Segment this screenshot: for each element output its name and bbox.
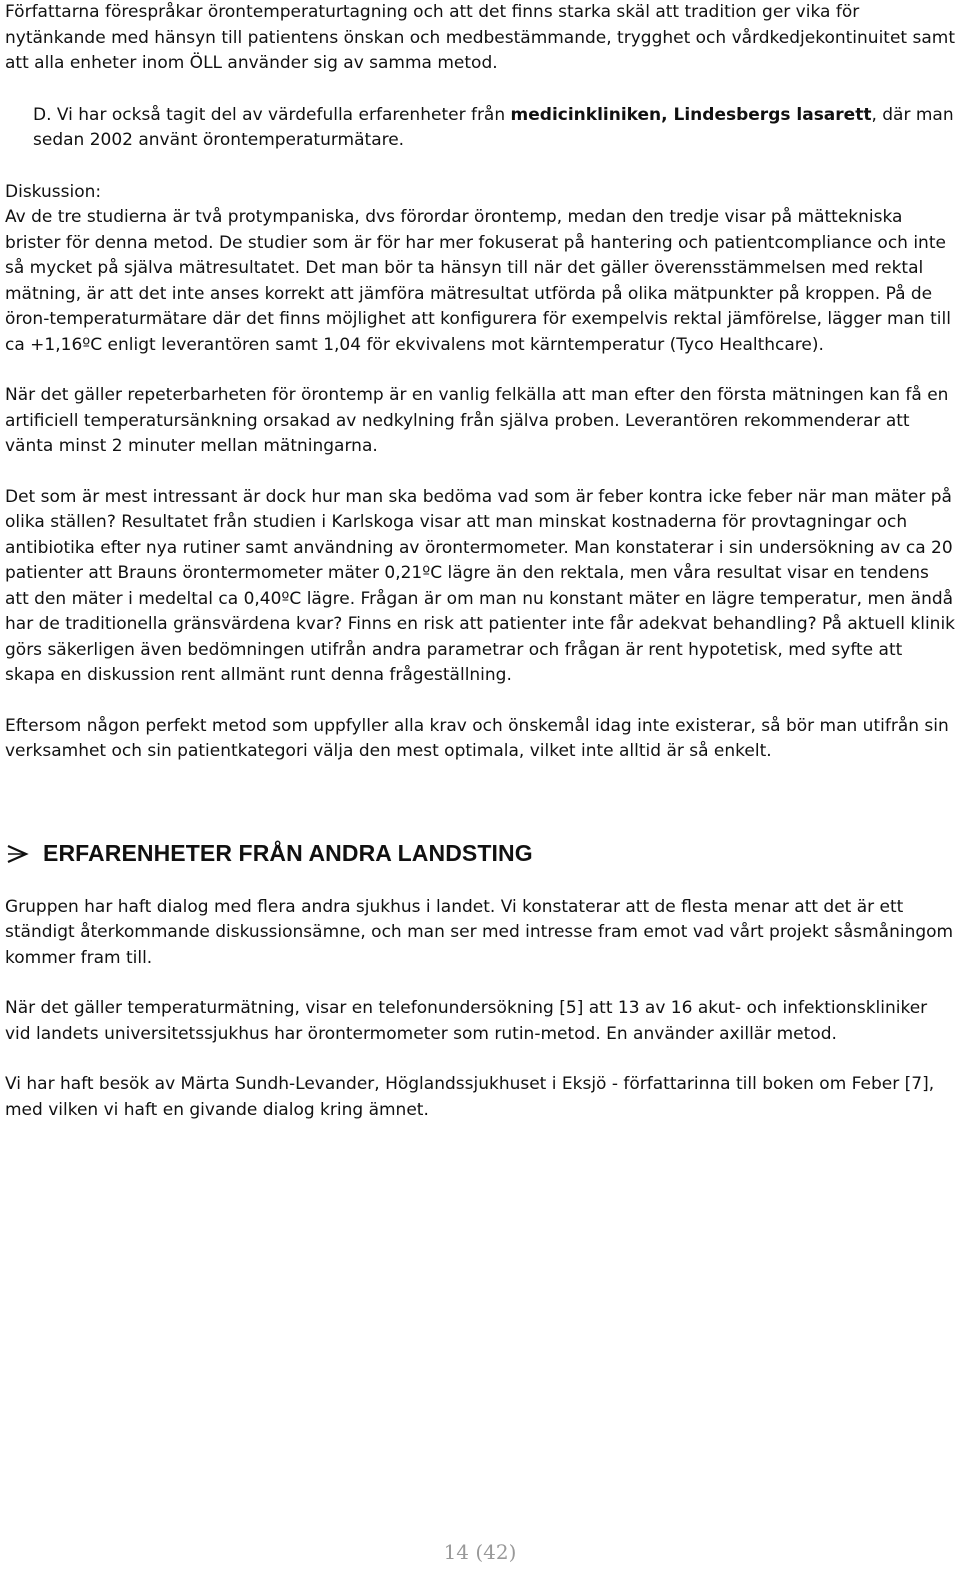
page-number: 14 (42): [443, 1540, 517, 1564]
discussion-paragraph-2: När det gäller repeterbarheten för örontemp är en vanlig felkälla att man efter den första mätningen kan få en artificiell temperatursänkning orsakad av nedkylning från själva proben. Leverantören rekommenderar att vänta minst 2 minuter mellan mätningarna.: [5, 385, 949, 456]
discussion-paragraph-1: Av de tre studierna är två protympaniska, dvs förordar örontemp, medan den tredje visar på mättekniska brister för denna metod. De studier som är för har mer fokuserat på hantering och patientcompliance och inte så mycket på själva mätresultatet. Det man bör ta hänsyn till när det gäller överensstämmelsen med rektal mätning, är att det inte anses korrekt att jämföra mätresultat utförda på olika mätpunkter på kroppen. På de öron-temperaturmätare där det finns möjlighet att konfigurera för exempelvis rektal jämförelse, lägger man till ca +1,16ºC enligt leverantören samt 1,04 för ekvivalens mot kärntemperatur (Tyco Healthcare).: [5, 207, 951, 355]
discussion-paragraph-3: Det som är mest intressant är dock hur man ska bedöma vad som är feber kontra icke feber när man mäter på olika ställen? Resultatet från studien i Karlskoga visar att man minskat kostnaderna för provtagningar och antibiotika efter nya rutiner samt användning av örontermometer. Man konstaterar i sin undersökning av ca 20 patienter att Brauns örontermometer mäter 0,21ºC lägre än den rektala, men våra resultat visar en tendens att den mäter i medeltal ca 0,40ºC lägre. Frågan är om man nu konstant mäter en lägre temperatur, men ändå har de traditionella gränsvärdena kvar? Finns en risk att patienter inte får adekvat behandling? På aktuell klinik görs säkerligen även bedömningen utifrån andra parametrar och frågan är rent hypotetisk, med syfte att skapa en diskussion rent allmänt runt denna frågeställning.: [5, 486, 956, 685]
point-d-paragraph: [33, 103, 955, 154]
intro-paragraph: Författarna förespråkar örontemperaturtagning och att det finns starka skäl att tradition ger vika för nytänkande med hänsyn till patientens önskan och medbestämmande, trygghet och vårdkedjekontinuitet samt att alla enheter inom ÖLL använder sig av samma metod.: [5, 2, 955, 73]
point-d-bold: medicinkliniken, Lindesbergs lasarett: [510, 104, 872, 125]
section-paragraph-1: Gruppen har haft dialog med flera andra sjukhus i landet. Vi konstaterar att de flesta menar att det är ett ständigt återkommande diskussionsämne, och man ser med intresse fram emot vad vårt projekt såsmåningom kommer fram till.: [5, 896, 954, 968]
arrow-bullet-icon: [5, 844, 31, 864]
document-page: [5, 0, 955, 1123]
section-heading-row: [5, 839, 955, 869]
point-d-suffix: , där man sedan 2002 använt örontemperaturmätare.: [33, 104, 954, 150]
discussion-label: Diskussion:: [5, 181, 102, 202]
section-paragraph-2: När det gäller temperaturmätning, visar en telefonundersökning [5] att 13 av 16 akut- och infektionskliniker vid landets universitetssjukhus har örontermometer som rutin-metod. En använder axillär metod.: [5, 998, 928, 1044]
section-heading: ERFARENHETER FRÅN ANDRA LANDSTING: [43, 840, 533, 866]
discussion-paragraph-4: Eftersom någon perfekt metod som uppfyller alla krav och önskemål idag inte existerar, så bör man utifrån sin verksamhet och sin patientkategori välja den mest optimala, vilket inte alltid är så enkelt.: [5, 715, 949, 761]
point-d-prefix: D. Vi har också tagit del av värdefulla erfarenheter från: [33, 104, 511, 125]
section-paragraph-3: Vi har haft besök av Märta Sundh-Levander, Höglandssjukhuset i Eksjö - författarinna till boken om Feber [7], med vilken vi haft en givande dialog kring ämnet.: [5, 1074, 935, 1120]
